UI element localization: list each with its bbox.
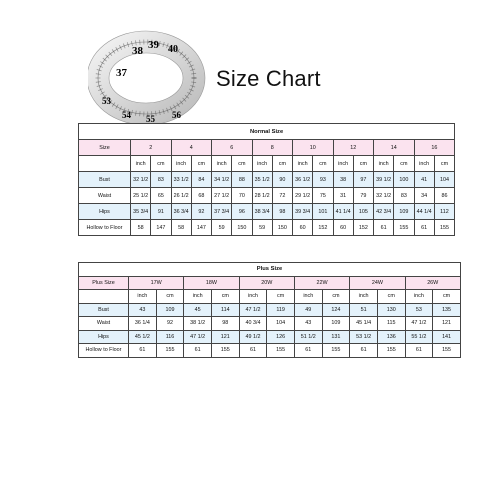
plus-cell: 130: [377, 303, 405, 317]
tape-number: 55: [146, 114, 155, 124]
plus-cell: 61: [184, 344, 212, 358]
plus-cell: 126: [267, 330, 295, 344]
normal-cell: 150: [232, 220, 252, 236]
normal-unit-inch: inch: [171, 156, 191, 172]
normal-unit-cm: cm: [353, 156, 373, 172]
normal-cell: 86: [434, 188, 454, 204]
plus-cell: 53: [405, 303, 433, 317]
tape-number: 40: [168, 44, 178, 55]
normal-cell: 61: [374, 220, 394, 236]
measuring-tape-image: [88, 26, 208, 126]
normal-cell: 83: [394, 188, 414, 204]
normal-cell: 35 3/4: [131, 204, 151, 220]
normal-cell: 44 1/4: [414, 204, 434, 220]
plus-cell: 121: [433, 317, 461, 331]
plus-cell: 115: [377, 317, 405, 331]
plus-cell: 119: [267, 303, 295, 317]
plus-cell: 109: [156, 303, 184, 317]
plus-cell: 136: [377, 330, 405, 344]
plus-size-header: 17W: [129, 276, 184, 290]
plus-cell: 47 1/2: [184, 330, 212, 344]
plus-cell: 61: [239, 344, 267, 358]
plus-cell: 53 1/2: [350, 330, 378, 344]
plus-size-label: Plus Size: [79, 276, 129, 290]
plus-cell: 49 1/2: [239, 330, 267, 344]
normal-unit-cm: cm: [394, 156, 414, 172]
normal-unit-cm: cm: [272, 156, 292, 172]
plus-cell: 92: [156, 317, 184, 331]
plus-cell: 61: [350, 344, 378, 358]
plus-size-header: 20W: [239, 276, 294, 290]
normal-size-header: 14: [374, 140, 415, 156]
tape-number: 56: [172, 110, 181, 120]
normal-cell: 38 3/4: [252, 204, 272, 220]
plus-unit-inch: inch: [129, 290, 157, 304]
plus-measure-row: [79, 317, 461, 331]
normal-cell: 72: [272, 188, 292, 204]
normal-cell: 155: [434, 220, 454, 236]
normal-cell: 101: [313, 204, 333, 220]
normal-cell: 34 1/2: [212, 172, 232, 188]
normal-unit-cm: cm: [434, 156, 454, 172]
plus-cell: 45: [184, 303, 212, 317]
plus-unit-cm: cm: [322, 290, 350, 304]
plus-unit-inch: inch: [239, 290, 267, 304]
plus-cell: 155: [377, 344, 405, 358]
tape-number: 54: [122, 110, 131, 120]
plus-cell: 45 1/2: [129, 330, 157, 344]
plus-measure-row: [79, 344, 461, 358]
normal-cell: 68: [191, 188, 211, 204]
plus-cell: 61: [294, 344, 322, 358]
normal-size-header: 16: [414, 140, 455, 156]
normal-row-label: Hollow to Floor: [79, 220, 131, 236]
plus-cell: 131: [322, 330, 350, 344]
normal-unit-inch: inch: [252, 156, 272, 172]
plus-cell: 43: [294, 317, 322, 331]
plus-unit-row: [79, 290, 461, 304]
normal-row-label: Waist: [79, 188, 131, 204]
plus-cell: 155: [267, 344, 295, 358]
plus-unit-cm: cm: [267, 290, 295, 304]
normal-cell: 39 3/4: [293, 204, 313, 220]
plus-size-table: [78, 262, 461, 358]
normal-cell: 98: [272, 204, 292, 220]
normal-cell: 65: [151, 188, 171, 204]
normal-cell: 88: [232, 172, 252, 188]
normal-cell: 147: [151, 220, 171, 236]
normal-cell: 112: [434, 204, 454, 220]
plus-cell: 55 1/2: [405, 330, 433, 344]
plus-cell: 124: [322, 303, 350, 317]
normal-unit-cm: cm: [232, 156, 252, 172]
normal-title-row: [79, 124, 455, 140]
plus-unit-inch: inch: [294, 290, 322, 304]
normal-unit-inch: inch: [333, 156, 353, 172]
plus-cell: 109: [322, 317, 350, 331]
tape-number: 53: [102, 96, 111, 106]
normal-table-title: Normal Size: [79, 124, 455, 140]
normal-cell: 41: [414, 172, 434, 188]
plus-unit-cm: cm: [211, 290, 239, 304]
normal-cell: 58: [131, 220, 151, 236]
normal-size-header: 8: [252, 140, 293, 156]
plus-unit-cm: cm: [377, 290, 405, 304]
normal-size-header: 4: [171, 140, 212, 156]
plus-cell: 47 1/2: [405, 317, 433, 331]
plus-cell: 51 1/2: [294, 330, 322, 344]
tape-number: 39: [148, 39, 159, 51]
plus-cell: 98: [211, 317, 239, 331]
normal-cell: 36 1/2: [293, 172, 313, 188]
plus-cell: 47 1/2: [239, 303, 267, 317]
plus-size-header: 24W: [350, 276, 405, 290]
tape-number: 38: [132, 45, 143, 57]
plus-cell: 141: [433, 330, 461, 344]
plus-size-row: [79, 276, 461, 290]
normal-cell: 59: [212, 220, 232, 236]
normal-cell: 60: [333, 220, 353, 236]
normal-measure-row: [79, 172, 455, 188]
plus-cell: 114: [211, 303, 239, 317]
normal-cell: 33 1/2: [171, 172, 191, 188]
plus-cell: 155: [433, 344, 461, 358]
plus-cell: 155: [322, 344, 350, 358]
plus-cell: 155: [211, 344, 239, 358]
normal-cell: 70: [232, 188, 252, 204]
normal-unit-cm: cm: [151, 156, 171, 172]
plus-measure-row: [79, 330, 461, 344]
normal-cell: 96: [232, 204, 252, 220]
plus-size-header: 22W: [294, 276, 349, 290]
tape-number: 37: [116, 67, 127, 79]
normal-measure-row: [79, 188, 455, 204]
normal-cell: 91: [151, 204, 171, 220]
normal-cell: 90: [272, 172, 292, 188]
normal-cell: 83: [151, 172, 171, 188]
normal-cell: 97: [353, 172, 373, 188]
plus-table-title: Plus Size: [79, 263, 461, 277]
plus-row-label: Waist: [79, 317, 129, 331]
normal-size-header: 6: [212, 140, 253, 156]
plus-cell: 104: [267, 317, 295, 331]
normal-cell: 38: [333, 172, 353, 188]
normal-cell: 93: [313, 172, 333, 188]
normal-size-table: [78, 123, 455, 236]
plus-cell: 121: [211, 330, 239, 344]
plus-cell: 116: [156, 330, 184, 344]
normal-size-header: 12: [333, 140, 374, 156]
plus-size-header: 18W: [184, 276, 239, 290]
normal-cell: 39 1/2: [374, 172, 394, 188]
normal-cell: 152: [353, 220, 373, 236]
normal-cell: 25 1/2: [131, 188, 151, 204]
plus-cell: 38 1/2: [184, 317, 212, 331]
plus-cell: 61: [129, 344, 157, 358]
normal-unit-inch: inch: [374, 156, 394, 172]
normal-cell: 35 1/2: [252, 172, 272, 188]
normal-cell: 147: [191, 220, 211, 236]
plus-cell: 51: [350, 303, 378, 317]
page-title: Size Chart: [216, 66, 321, 91]
normal-cell: 58: [171, 220, 191, 236]
normal-unit-inch: inch: [131, 156, 151, 172]
normal-cell: 84: [191, 172, 211, 188]
normal-cell: 100: [394, 172, 414, 188]
normal-unit-inch: inch: [414, 156, 434, 172]
plus-row-label: Hollow to Floor: [79, 344, 129, 358]
normal-cell: 155: [394, 220, 414, 236]
normal-unit-cm: cm: [191, 156, 211, 172]
normal-cell: 36 3/4: [171, 204, 191, 220]
normal-cell: 29 1/2: [293, 188, 313, 204]
plus-row-label: Hips: [79, 330, 129, 344]
normal-cell: 61: [414, 220, 434, 236]
normal-row-label: Bust: [79, 172, 131, 188]
normal-cell: 150: [272, 220, 292, 236]
plus-row-label: Bust: [79, 303, 129, 317]
plus-cell: 135: [433, 303, 461, 317]
normal-unit-inch: inch: [212, 156, 232, 172]
normal-cell: 109: [394, 204, 414, 220]
normal-size-label: Size: [79, 140, 131, 156]
plus-cell: 155: [156, 344, 184, 358]
plus-unit-inch: inch: [350, 290, 378, 304]
normal-size-header: 2: [131, 140, 172, 156]
plus-unit-inch: inch: [405, 290, 433, 304]
plus-unit-row-label: [79, 290, 129, 304]
normal-unit-row: [79, 156, 455, 172]
normal-cell: 31: [333, 188, 353, 204]
normal-cell: 32 1/2: [131, 172, 151, 188]
normal-measure-row: [79, 204, 455, 220]
plus-cell: 45 1/4: [350, 317, 378, 331]
plus-cell: 43: [129, 303, 157, 317]
normal-cell: 34: [414, 188, 434, 204]
normal-cell: 37 3/4: [212, 204, 232, 220]
plus-size-header: 26W: [405, 276, 460, 290]
normal-cell: 26 1/2: [171, 188, 191, 204]
normal-cell: 27 1/2: [212, 188, 232, 204]
plus-cell: 61: [405, 344, 433, 358]
plus-unit-cm: cm: [156, 290, 184, 304]
plus-measure-row: [79, 303, 461, 317]
plus-cell: 49: [294, 303, 322, 317]
normal-cell: 42 3/4: [374, 204, 394, 220]
normal-cell: 41 1/4: [333, 204, 353, 220]
normal-cell: 105: [353, 204, 373, 220]
normal-cell: 28 1/2: [252, 188, 272, 204]
normal-size-row: [79, 140, 455, 156]
normal-unit-inch: inch: [293, 156, 313, 172]
normal-cell: 104: [434, 172, 454, 188]
plus-cell: 40 3/4: [239, 317, 267, 331]
plus-unit-cm: cm: [433, 290, 461, 304]
normal-cell: 152: [313, 220, 333, 236]
normal-cell: 92: [191, 204, 211, 220]
plus-title-row: [79, 263, 461, 277]
normal-cell: 32 1/2: [374, 188, 394, 204]
normal-cell: 60: [293, 220, 313, 236]
normal-cell: 75: [313, 188, 333, 204]
plus-unit-inch: inch: [184, 290, 212, 304]
normal-unit-cm: cm: [313, 156, 333, 172]
normal-measure-row: [79, 220, 455, 236]
plus-cell: 36 1/4: [129, 317, 157, 331]
normal-cell: 79: [353, 188, 373, 204]
normal-unit-row-label: [79, 156, 131, 172]
normal-size-header: 10: [293, 140, 334, 156]
normal-row-label: Hips: [79, 204, 131, 220]
normal-cell: 59: [252, 220, 272, 236]
